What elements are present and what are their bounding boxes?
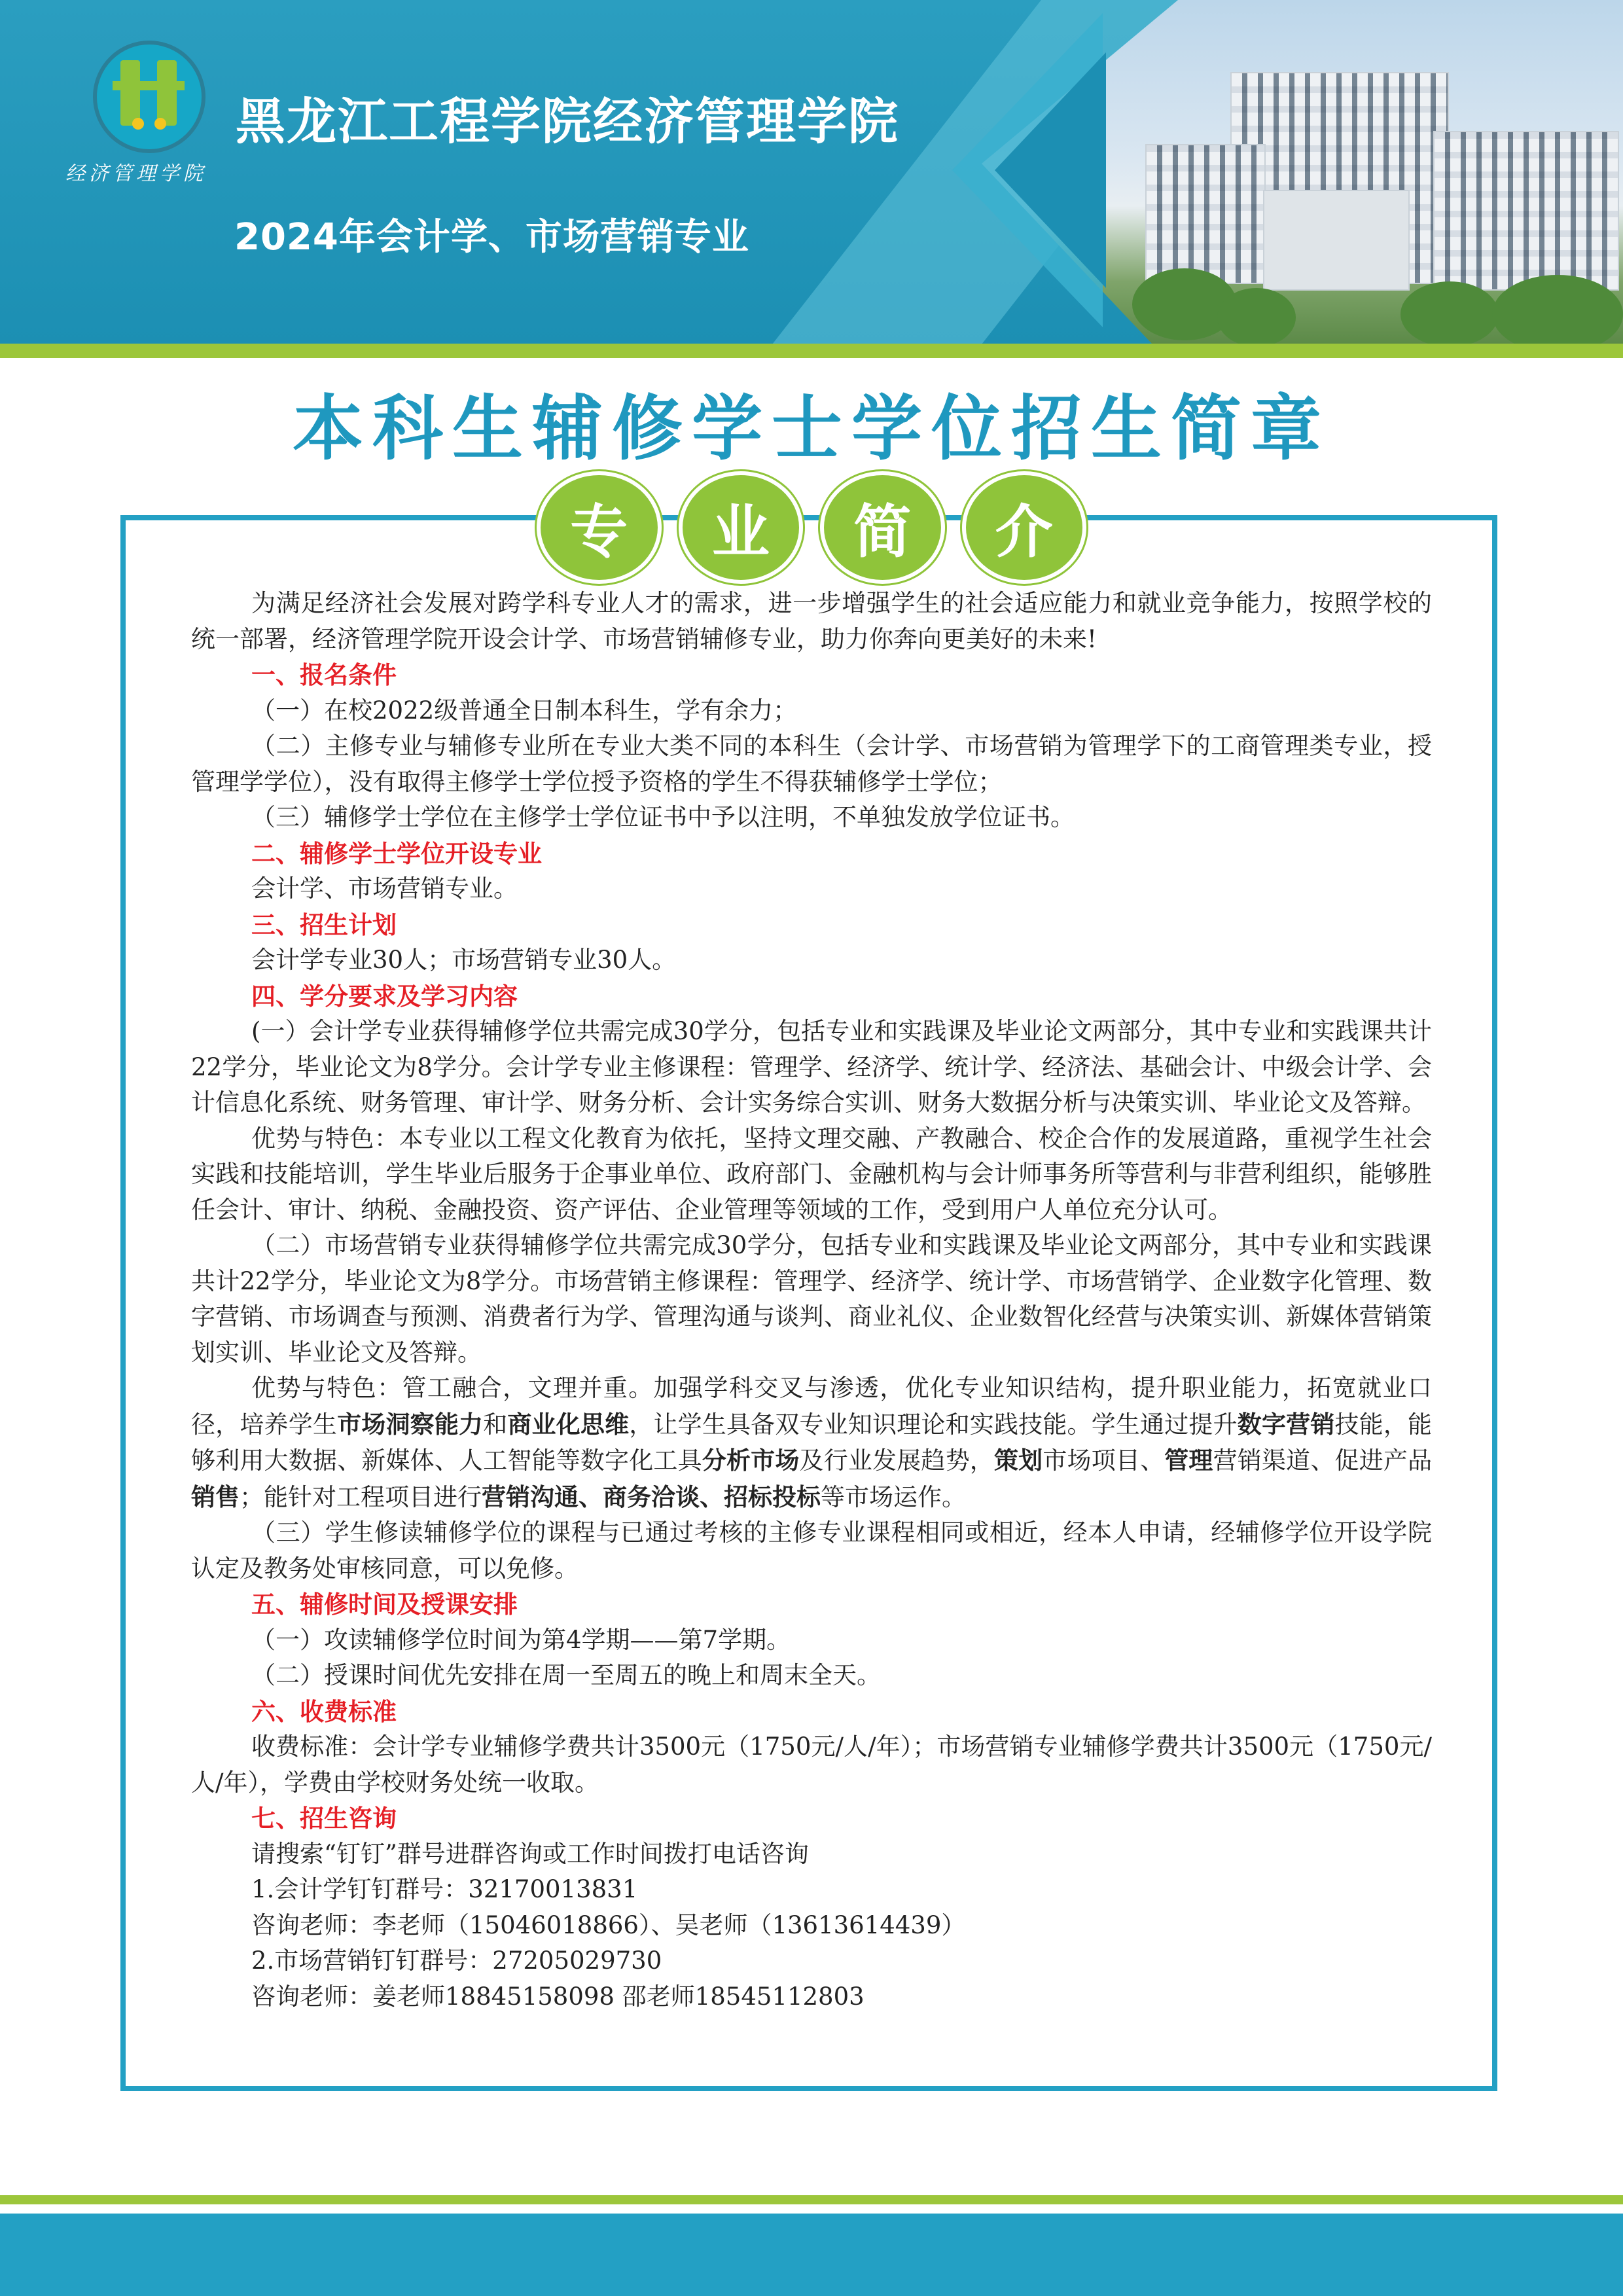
contact-line: 咨询老师：姜老师18845158098 邵老师18545112803 [251, 1982, 865, 2011]
list-item: （三）辅修学士学位在主修学士学位证书中予以注明，不单独发放学位证书。 [251, 803, 1075, 831]
contact-line: 2.市场营销钉钉群号：27205029730 [251, 1946, 662, 1975]
emphasis: 数字营销 [1237, 1409, 1335, 1439]
marketing-paragraph: （二）市场营销专业获得辅修学位共需完成30学分，包括专业和实践课及毕业论文两部分，其中专业和实践课共计22学分，毕业论文为8学分。市场营销主修课程：管理学、经济学、统计学、市场营销学、企业数字化管理、数字营销、市场调查与预测、消费者行为学、管理沟通与谈判、商业礼仪、企业数智化经营与决策实训、新媒体营销策划实训、毕业论文及答辩。 [191, 1231, 1432, 1367]
intro-paragraph: 为满足经济社会发展对跨学科专业人才的需求，进一步增强学生的社会适应能力和就业竞争能力，按照学校的统一部署，经济管理学院开设会计学、市场营销辅修专业，助力你奔向更美好的未来! [191, 589, 1432, 653]
tree [1217, 288, 1296, 344]
emphasis: 管理 [1164, 1446, 1213, 1475]
section-heading: 五、辅修时间及授课安排 [251, 1590, 518, 1619]
emphasis: 商业化思维 [507, 1409, 630, 1439]
program-line: 2024年会计学、市场营销专业 [234, 216, 749, 259]
chevron-decoration-inner [995, 52, 1106, 288]
section-badge [537, 471, 1086, 583]
header-banner [0, 0, 1623, 344]
contact-line: 1.会计学钉钉群号：32170013831 [251, 1875, 638, 1903]
emphasis: 市场洞察能力 [337, 1409, 484, 1439]
emphasis: 销售 [191, 1482, 240, 1511]
contact-line: 咨询老师：李老师（15046018866）、吴老师（13613614439） [251, 1910, 966, 1939]
header-green-bar [0, 344, 1623, 358]
emphasis: 营销沟通、商务洽谈、招标投标 [482, 1482, 821, 1511]
tree [1400, 281, 1499, 344]
list-item: （二）主修专业与辅修专业所在专业大类不同的本科生（会计学、市场营销为管理学下的工商管理类专业，授管理学学位），没有取得主修学士学位授予资格的学生不得获辅修学士学位； [191, 732, 1432, 796]
brochure-body [191, 586, 1432, 2015]
badge-char: 业 [679, 471, 804, 584]
list-item: （一）攻读辅修学位时间为第4学期——第7学期。 [251, 1625, 791, 1654]
badge-char: 简 [820, 471, 945, 584]
marketing-advantages: 优势与特色：管工融合，文理并重。加强学科交叉与渗透，优化专业知识结构，提升职业能力，拓宽就业口径，培养学生市场洞察能力和商业化思维，让学生具备双专业知识理论和实践技能。学生通过提升数字营销技能，能够利用大数据、新媒体、人工智能等数字化工具分析市场及行业发展趋势，策划市场项目、管理营销渠道、促进产品销售；能针对工程项目进行营销沟通、商务洽谈、招标投标等市场运作。 [191, 1374, 1433, 1511]
emphasis: 分析市场 [702, 1446, 800, 1475]
accounting-advantages: 优势与特色：本专业以工程文化教育为依托，坚持文理交融、产教融合、校企合作的发展道路，重视学生社会实践和技能培训，学生毕业后服务于企事业单位、政府部门、金融机构与会计师事务所等营利与非营利组织，能够胜任会计、审计、纳税、金融投资、资产评估、企业管理等领域的工作，受到用户人单位充分认可。 [191, 1124, 1432, 1224]
footer-blue-bar [0, 2214, 1623, 2296]
exemption-paragraph: （三）学生修读辅修学位的课程与已通过考核的主修专业课程相同或相近，经本人申请，经辅修学位开设学院认定及教务处审核同意，可以免修。 [191, 1518, 1432, 1583]
college-name: 黑龙江工程学院经济管理学院 [236, 92, 899, 151]
badge-char: 专 [537, 471, 662, 584]
section-heading: 七、招生咨询 [251, 1804, 397, 1833]
logo-script-text: 经济管理学院 [65, 162, 207, 185]
section-heading: 三、招生计划 [251, 910, 397, 939]
badge-char: 介 [962, 471, 1087, 584]
footer-green-bar [0, 2195, 1623, 2204]
section-heading: 二、辅修学士学位开设专业 [251, 838, 542, 868]
section-heading: 一、报名条件 [251, 660, 397, 689]
building-entrance [1263, 190, 1410, 291]
section-text: 会计学、市场营销专业。 [251, 874, 518, 903]
accounting-paragraph: (一）会计学专业获得辅修学位共需完成30学分，包括专业和实践课及毕业论文两部分，其中专业和实践课共计22学分，毕业论文为8学分。会计学专业主修课程：管理学、经济学、统计学、经济法、基础会计、中级会计学、会计信息化系统、财务管理、审计学、财务分析、会计实务综合实训、财务大数据分析与决策实训、毕业论文及答辩。 [191, 1017, 1432, 1117]
section-text: 会计学专业30人；市场营销专业30人。 [251, 946, 677, 974]
college-logo-icon [93, 41, 205, 153]
list-item: （二）授课时间优先安排在周一至周五的晚上和周末全天。 [251, 1661, 881, 1689]
contact-line: 请搜索“钉钉”群号进群咨询或工作时间拨打电话咨询 [251, 1839, 809, 1868]
section-heading: 四、学分要求及学习内容 [251, 981, 518, 1011]
emphasis: 策划 [993, 1446, 1043, 1475]
building-left-wing [1145, 144, 1266, 284]
list-item: （一）在校2022级普通全日制本科生，学有余力； [251, 696, 798, 725]
fee-paragraph: 收费标准：会计学专业辅修学费共计3500元（1750元/人/年）；市场营销专业辅修学费共计3500元（1750元/人/年），学费由学校财务处统一收取。 [191, 1732, 1432, 1797]
section-heading: 六、收费标准 [251, 1696, 397, 1726]
page-title: 本科生辅修学士学位招生简章 [292, 388, 1330, 470]
building-right-wing [1433, 131, 1619, 291]
